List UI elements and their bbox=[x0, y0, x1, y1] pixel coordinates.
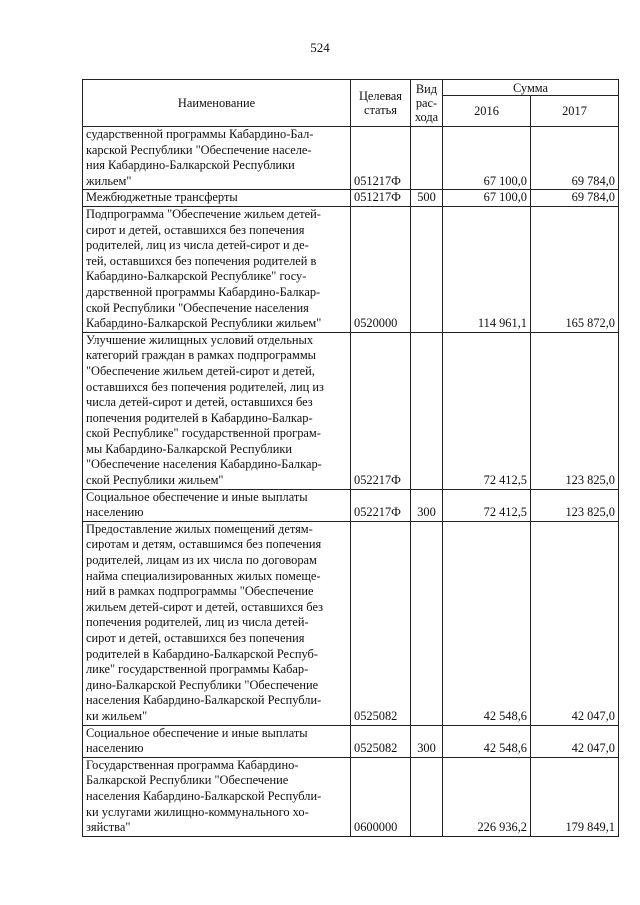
header-kind-line2: рас- bbox=[415, 96, 438, 110]
row-name bbox=[83, 206, 351, 332]
table-body bbox=[83, 127, 619, 837]
row-sum-2017: 123 825,0 bbox=[531, 332, 619, 489]
table-header bbox=[83, 80, 619, 127]
header-year-2017: 2017 bbox=[531, 96, 619, 127]
row-sum-2016: 226 936,2 bbox=[443, 757, 531, 836]
row-name-line: жильем" bbox=[86, 173, 132, 188]
row-sum-2016: 42 548,6 bbox=[443, 521, 531, 725]
row-name bbox=[83, 489, 351, 521]
row-name-line: Улучшение жилищных условий отдельных bbox=[86, 332, 314, 347]
row-name-line: попечения родителей, лиц из числа детей- bbox=[86, 615, 309, 630]
row-name-line: тей, оставшихся без попечения родителей в bbox=[86, 253, 317, 268]
row-expense-kind bbox=[411, 332, 443, 489]
row-name-line: ния Кабардино-Балкарской Республики bbox=[86, 158, 295, 173]
row-sum-2017: 42 047,0 bbox=[531, 725, 619, 757]
row-name-line: родителей, лиц из числа детей-сирот и де- bbox=[86, 238, 309, 253]
row-name-line: "Обеспечение жильем детей-сирот и детей, bbox=[86, 363, 315, 378]
header-kind-line3: хода bbox=[414, 110, 439, 124]
row-name bbox=[83, 127, 351, 190]
table-row bbox=[83, 521, 619, 725]
row-name-line: Социальное обеспечение и иные выплаты bbox=[86, 489, 308, 504]
row-expense-kind: 500 bbox=[411, 190, 443, 207]
table-row bbox=[83, 757, 619, 836]
row-expense-kind bbox=[411, 757, 443, 836]
row-name-line: Подпрограмма "Обеспечение жильем детей- bbox=[86, 206, 321, 221]
row-name bbox=[83, 521, 351, 725]
row-name bbox=[83, 725, 351, 757]
row-expense-kind: 300 bbox=[411, 725, 443, 757]
budget-table bbox=[82, 79, 619, 837]
header-kind-line1: Вид bbox=[415, 82, 438, 96]
row-name-line: лике" государственной программы Кабар- bbox=[86, 662, 309, 677]
row-name-line: числа детей-сирот и детей, оставшихся без bbox=[86, 395, 313, 410]
row-name-line: Кабардино-Балкарской Республики жильем" bbox=[86, 316, 322, 331]
row-name-line: сирот и детей, оставшихся без попечения bbox=[86, 631, 305, 645]
row-name-line: Балкарской Республики "Обеспечение bbox=[86, 773, 289, 788]
row-name-line: ской Республики "Обеспечение населения bbox=[86, 300, 309, 315]
header-year-2016: 2016 bbox=[443, 96, 531, 127]
row-name bbox=[83, 332, 351, 489]
row-sum-2017: 69 784,0 bbox=[531, 190, 619, 207]
row-name-line: ки жильем" bbox=[86, 708, 148, 723]
row-name-line: Государственная программа Кабардино- bbox=[86, 757, 299, 772]
row-target-article: 051217Ф bbox=[351, 127, 411, 190]
row-name-line: сударственной программы Кабардино-Бал- bbox=[86, 127, 314, 141]
table-row bbox=[83, 332, 619, 489]
row-name-line: Межбюджетные трансферты bbox=[86, 190, 238, 205]
row-sum-2016: 72 412,5 bbox=[443, 489, 531, 521]
row-sum-2017: 69 784,0 bbox=[531, 127, 619, 190]
header-target-line1: Целевая bbox=[358, 89, 403, 103]
header-target-article bbox=[351, 80, 411, 127]
row-name-line: населению bbox=[86, 505, 144, 520]
header-sum: Сумма bbox=[443, 80, 619, 96]
row-name-line: населению bbox=[86, 741, 144, 756]
row-name-line: родителей, лицам из их числа по договорам bbox=[86, 553, 317, 568]
row-target-article: 0525082 bbox=[351, 521, 411, 725]
row-name-line: Предоставление жилых помещений детям- bbox=[86, 521, 313, 536]
row-name-line: сиротам и детям, оставшимся без попечения bbox=[86, 537, 322, 552]
row-name-line: зяйства" bbox=[86, 820, 131, 835]
row-name-line: населения Кабардино-Балкарской Республи- bbox=[86, 693, 322, 708]
row-name-line: мы Кабардино-Балкарской Республики bbox=[86, 441, 292, 456]
row-name-line: категорий граждан в рамках подпрограммы bbox=[86, 348, 317, 363]
row-expense-kind bbox=[411, 521, 443, 725]
table-row bbox=[83, 725, 619, 757]
row-name-line: Кабардино-Балкарской Республике" госу- bbox=[86, 269, 307, 284]
row-sum-2016: 72 412,5 bbox=[443, 332, 531, 489]
row-name-line: родителей в Кабардино-Балкарской Респуб- bbox=[86, 646, 318, 661]
row-name-line: дарственной программы Кабардино-Балкар- bbox=[86, 284, 321, 299]
row-name bbox=[83, 190, 351, 207]
row-target-article: 051217Ф bbox=[351, 190, 411, 207]
row-target-article: 052217Ф bbox=[351, 332, 411, 489]
row-sum-2017: 123 825,0 bbox=[531, 489, 619, 521]
row-name-line: попечения родителей в Кабардино-Балкар- bbox=[86, 410, 313, 425]
row-name-line: ской Республики жильем" bbox=[86, 473, 224, 488]
row-target-article: 052217Ф bbox=[351, 489, 411, 521]
header-name: Наименование bbox=[83, 80, 351, 127]
table-row bbox=[83, 206, 619, 332]
row-name-line: ки услугами жилищно-коммунального хо- bbox=[86, 804, 309, 819]
row-sum-2017: 165 872,0 bbox=[531, 206, 619, 332]
row-sum-2016: 114 961,1 bbox=[443, 206, 531, 332]
row-name bbox=[83, 757, 351, 836]
row-target-article: 0600000 bbox=[351, 757, 411, 836]
row-name-line: жильем детей-сирот и детей, оставшихся без bbox=[86, 599, 323, 614]
header-target-line2: статья bbox=[363, 103, 397, 117]
row-expense-kind bbox=[411, 206, 443, 332]
row-name-line: ской Республике" государственной програм- bbox=[86, 426, 321, 441]
row-sum-2017: 42 047,0 bbox=[531, 521, 619, 725]
row-sum-2017: 179 849,1 bbox=[531, 757, 619, 836]
page-number: 524 bbox=[310, 40, 330, 55]
row-expense-kind bbox=[411, 127, 443, 190]
table-row bbox=[83, 190, 619, 207]
row-name-line: оставшихся без попечения родителей, лиц из bbox=[86, 379, 324, 394]
row-expense-kind: 300 bbox=[411, 489, 443, 521]
row-name-line: населения Кабардино-Балкарской Республи- bbox=[86, 788, 322, 803]
row-name-line: ний в рамках подпрограммы "Обеспечение bbox=[86, 584, 314, 599]
row-target-article: 0520000 bbox=[351, 206, 411, 332]
row-sum-2016: 67 100,0 bbox=[443, 127, 531, 190]
row-name-line: Социальное обеспечение и иные выплаты bbox=[86, 725, 308, 740]
row-sum-2016: 42 548,6 bbox=[443, 725, 531, 757]
header-expense-kind bbox=[411, 80, 443, 127]
row-sum-2016: 67 100,0 bbox=[443, 190, 531, 207]
table-row bbox=[83, 127, 619, 190]
row-name-line: сирот и детей, оставшихся без попечения bbox=[86, 222, 305, 237]
row-target-article: 0525082 bbox=[351, 725, 411, 757]
row-name-line: найма специализированных жилых помеще- bbox=[86, 568, 321, 583]
row-name-line: "Обеспечение населения Кабардино-Балкар- bbox=[86, 457, 322, 472]
table-row bbox=[83, 489, 619, 521]
row-name-line: карской Республики "Обеспечение населе- bbox=[86, 142, 312, 157]
row-name-line: дино-Балкарской Республики "Обеспечение bbox=[86, 677, 319, 692]
